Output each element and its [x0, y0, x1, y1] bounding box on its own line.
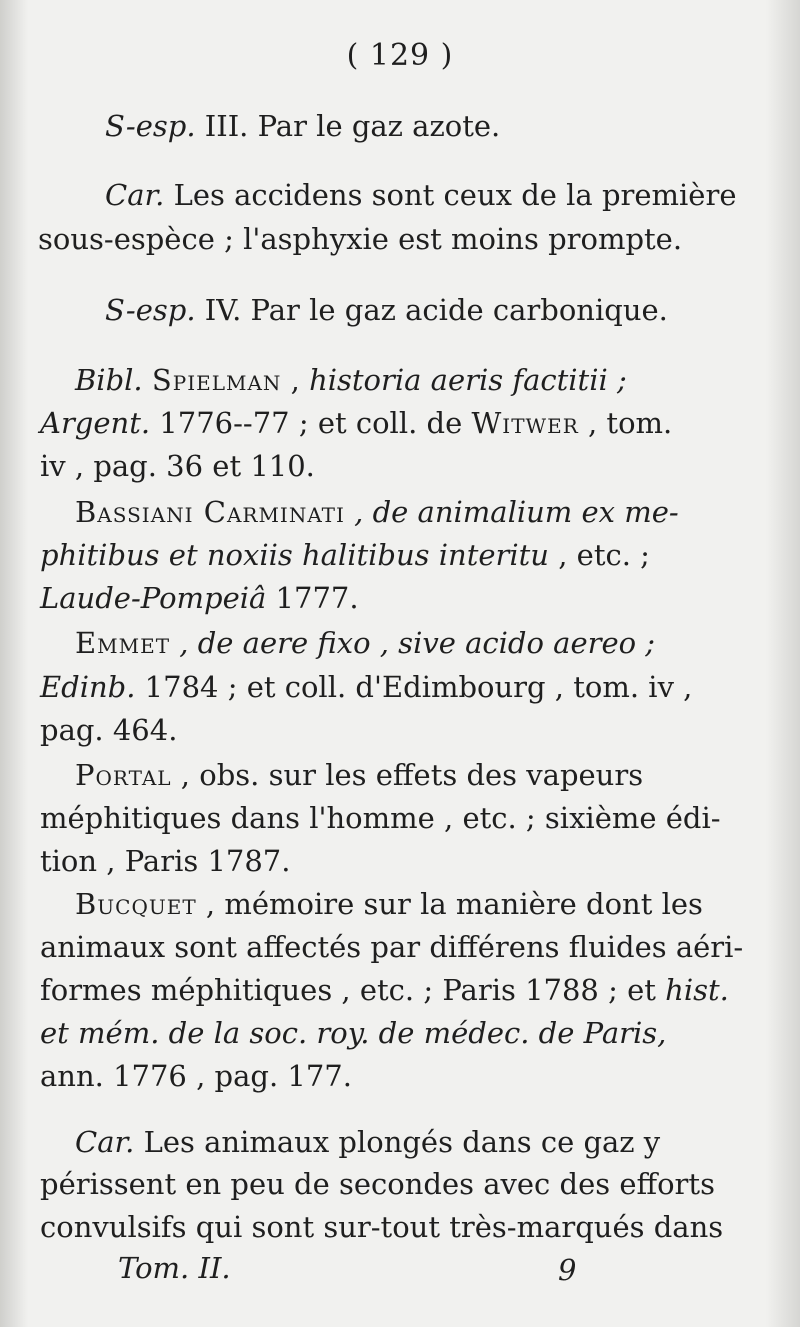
characteristics-label: Car.: [75, 1125, 135, 1159]
subspecies-3-heading: [105, 108, 500, 144]
subspecies-4-heading: [105, 292, 668, 328]
characteristics-2-line-2: périssent en peu de secondes avec des efforts: [40, 1167, 715, 1201]
characteristics-text: Les animaux plongés dans ce gaz y: [143, 1125, 661, 1159]
author-name: Witwer: [471, 406, 579, 440]
author-name: Bassiani Carminati: [75, 495, 345, 529]
bibliography-portal-line-1: [75, 757, 643, 793]
place-name: Argent.: [40, 406, 151, 440]
work-title: , de animalium ex me-: [344, 495, 679, 529]
author-name: Bucquet: [75, 887, 197, 921]
page-edge-shadow-left: [0, 0, 28, 1327]
place-name: Laude-Pompeiâ: [40, 581, 267, 615]
place-name: Edinb.: [40, 670, 136, 704]
bibliography-portal-line-2: méphitiques dans l'homme , etc. ; sixième édi-: [40, 801, 721, 835]
subspecies-label: S-esp.: [105, 109, 196, 143]
volume-signature: Tom. II.: [118, 1251, 231, 1285]
bibliography-spielman-line-2: [40, 405, 672, 441]
work-title: hist.: [665, 973, 729, 1007]
work-title: , de aere fixo , sive acido aereo ;: [170, 626, 656, 660]
subspecies-label: S-esp.: [105, 293, 196, 327]
citation-text: formes méphitiques , etc. ; Paris 1788 ; et: [40, 973, 666, 1007]
bibliography-bassiani-line-2: [40, 537, 650, 573]
bibliography-bucquet-line-1: [75, 886, 703, 922]
bibliography-bucquet-line-3: [40, 972, 729, 1008]
author-name: Portal: [75, 758, 172, 792]
citation-text: 1777.: [266, 581, 359, 615]
page-edge-shadow-right: [766, 0, 800, 1327]
bibliography-bassiani-line-3: [40, 580, 359, 616]
subspecies-text: III. Par le gaz azote.: [204, 109, 501, 143]
bibliography-emmet-line-2: [40, 669, 692, 705]
bibliography-portal-line-3: tion , Paris 1787.: [40, 844, 291, 878]
citation-text: , mémoire sur la manière dont les: [196, 887, 703, 921]
citation-text: 1776--77 ; et coll. de: [150, 406, 472, 440]
bibliography-bassiani-line-1: [75, 494, 679, 530]
bibliography-emmet-line-3: pag. 464.: [40, 713, 178, 747]
bibliography-label: Bibl.: [75, 363, 143, 397]
page-number: ( 129 ): [346, 38, 454, 73]
citation-text: , tom.: [578, 406, 673, 440]
characteristics-2-line-1: [75, 1124, 660, 1160]
bibliography-spielman-line-3: iv , pag. 36 et 110.: [40, 449, 315, 483]
bibliography-bucquet-line-5: ann. 1776 , pag. 177.: [40, 1059, 352, 1093]
bibliography-spielman-line-1: [75, 362, 627, 398]
characteristics-2-line-3: convulsifs qui sont sur-tout très-marqués dans: [40, 1210, 724, 1244]
citation-text: , etc. ;: [549, 538, 650, 572]
bibliography-emmet-line-1: [75, 625, 655, 661]
author-name: Emmet: [75, 626, 171, 660]
subspecies-text: IV. Par le gaz acide carbonique.: [204, 293, 668, 327]
bibliography-bucquet-line-2: animaux sont affectés par différens fluides aéri-: [40, 930, 744, 964]
characteristics-label: Car.: [105, 178, 165, 212]
characteristics-1-line-1: [105, 177, 737, 213]
work-title: historia aeris factitii ;: [309, 363, 627, 397]
citation-text: 1784 ; et coll. d'Edimbourg , tom. iv ,: [135, 670, 693, 704]
citation-text: , obs. sur les effets des vapeurs: [171, 758, 644, 792]
sheet-signature: 9: [558, 1253, 577, 1287]
characteristics-text: Les accidens sont ceux de la première: [173, 178, 737, 212]
characteristics-1-line-2: sous-espèce ; l'asphyxie est moins prompte.: [38, 222, 683, 256]
author-name: Spielman: [151, 363, 282, 397]
separator: ,: [281, 363, 310, 397]
bibliography-bucquet-line-4: et mém. de la soc. roy. de médec. de Paris,: [40, 1016, 667, 1050]
work-title: phitibus et noxiis halitibus interitu: [40, 538, 549, 572]
